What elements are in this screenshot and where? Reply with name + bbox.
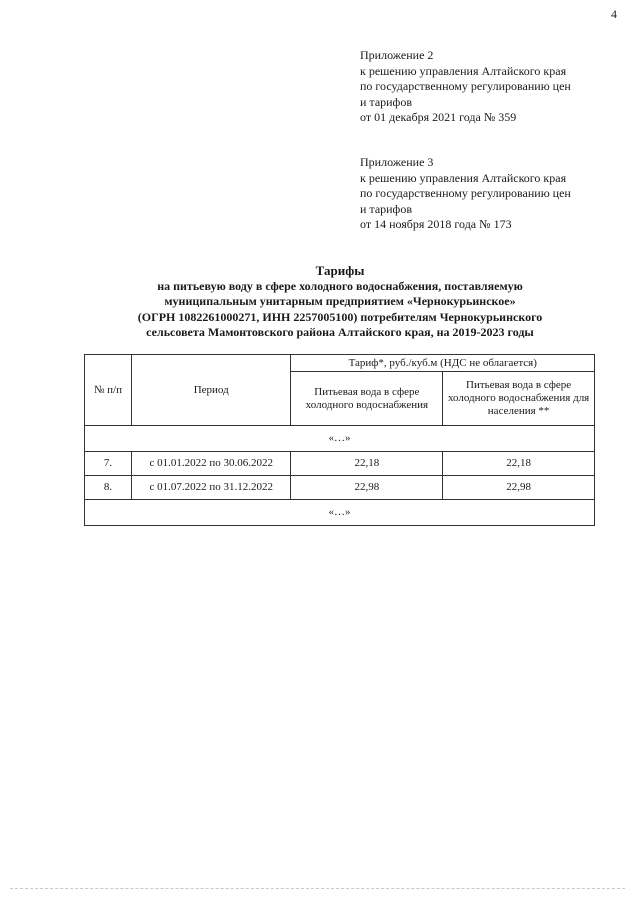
ellipsis-cell: «…» (85, 426, 595, 452)
title-line: (ОГРН 1082261000271, ИНН 2257005100) потребителям Чернокурьинского (137, 309, 543, 324)
table-row (85, 500, 595, 526)
appendix-line: по государственному регулированию цен (360, 186, 571, 200)
appendix-line: и тарифов (360, 201, 413, 216)
title-line: сельсовета Мамонтовского района Алтайского края, на 2019-2023 годы (146, 325, 534, 339)
title-main: Тарифы (315, 263, 365, 278)
scan-edge-line (10, 888, 625, 889)
cell-tariff-population: 22,98 (443, 476, 595, 500)
tariff-table (84, 354, 595, 526)
appendix-line: по государственному регулированию цен (360, 79, 571, 93)
header-num: № п/п (85, 355, 132, 426)
appendix-line: Приложение 3 (360, 155, 434, 169)
cell-num: 8. (85, 476, 132, 500)
appendix-line: к решению управления Алтайского края (360, 170, 567, 185)
cell-tariff-general: 22,18 (291, 452, 443, 476)
appendix-2-header (360, 48, 571, 126)
appendix-line: от 14 ноября 2018 года № 173 (360, 217, 512, 231)
appendix-line: и тарифов (360, 94, 413, 109)
cell-period: с 01.01.2022 по 30.06.2022 (131, 452, 291, 476)
appendix-line: к решению управления Алтайского края (360, 63, 567, 78)
title-line: на питьевую воду в сфере холодного водоснабжения, поставляемую (157, 278, 523, 293)
header-tariff-population: Питьевая вода в сфере холодного водоснабжения для населения ** (443, 372, 595, 426)
header-tariff-group: Тариф*, руб./куб.м (НДС не облагается) (291, 355, 595, 372)
cell-tariff-population: 22,18 (443, 452, 595, 476)
document-title (60, 263, 620, 341)
table-row (85, 452, 595, 476)
ellipsis-cell: «…» (85, 500, 595, 526)
page-number: 4 (611, 7, 617, 21)
cell-num: 7. (85, 452, 132, 476)
appendix-line: от 01 декабря 2021 года № 359 (360, 110, 517, 124)
appendix-3-header (360, 155, 571, 233)
table-row (85, 476, 595, 500)
title-line: муниципальным унитарным предприятием «Чернокурьинское» (164, 294, 516, 308)
table-row (85, 426, 595, 452)
cell-tariff-general: 22,98 (291, 476, 443, 500)
header-period: Период (131, 355, 291, 426)
cell-period: с 01.07.2022 по 31.12.2022 (131, 476, 291, 500)
appendix-line: Приложение 2 (360, 48, 434, 62)
header-tariff-general: Питьевая вода в сфере холодного водоснабжения (291, 372, 443, 426)
